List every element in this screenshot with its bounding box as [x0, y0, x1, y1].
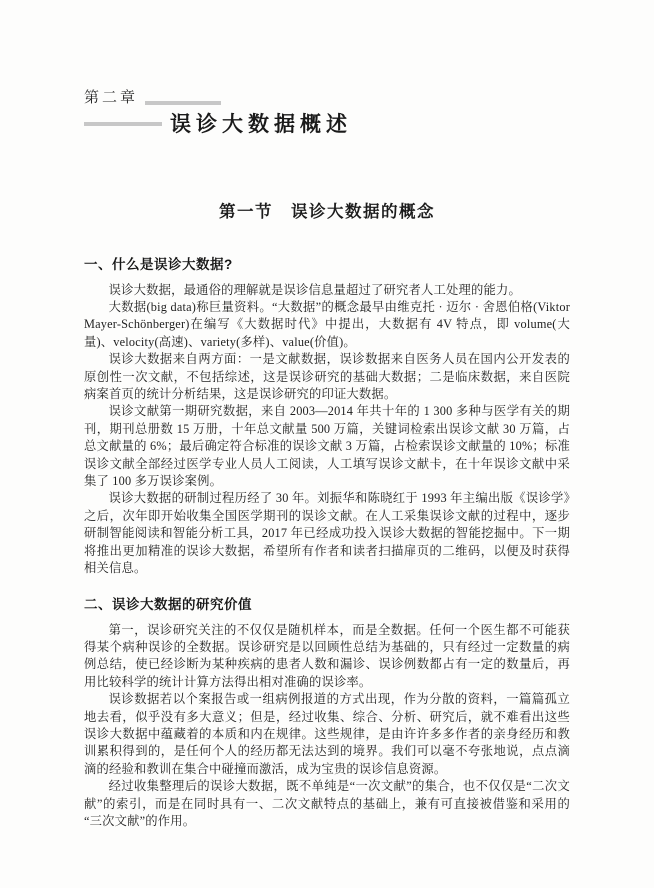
body-paragraph: 误诊文献第一期研究数据，来自 2003—2014 年共十年的 1 300 多种与医学有关的期刊，期刊总册数 15 万册，十年总文献量 500 万篇，关键词检索出误诊文献 30 万篇，占总文献量的 6%；最后确定符合标准的误诊文献 3 万篇，占检索误诊文献量的 10%；标准误诊文献全部经过医学专业人员人工阅读，人工填写误诊文献卡，在十年误诊文献中采集了 100 多万误诊案例。 — [84, 404, 570, 489]
decorative-bar — [84, 122, 162, 126]
body-paragraph: 误诊数据若以个案报告或一组病例报道的方式出现，作为分散的资料，一篇篇孤立地去看，似乎没有多大意义；但是，经过收集、综合、分析、研究后，就不难看出这些误诊大数据中蕴藏着的本质和内在规律。这些规律，是由许许多多作者的亲身经历和教训累积得到的，是任何个人的经历都无法达到的境界。我们可以毫不夸张地说，点点滴滴的经验和教训在集合中碰撞而激活，成为宝贵的误诊信息资源。 — [84, 692, 570, 776]
body-paragraph: 大数据(big data)称巨量资料。“大数据”的概念最早由维克托 · 迈尔 · 舍恩伯格(Viktor Mayer-Schönberger)在编写《大数据时代》中提出，大数据有 4V 特点，即 volume(大量)、velocity(高速)、variety(多样)、value(价值)。 — [84, 300, 570, 349]
chapter-title: 误诊大数据概述 — [170, 112, 352, 136]
chapter-title-row — [84, 113, 570, 136]
section-research-value — [84, 593, 570, 831]
chapter-header — [84, 90, 570, 136]
chapter-number: 第二章 — [84, 90, 139, 106]
body-paragraph: 经过收集整理后的误诊大数据，既不单纯是“一次文献”的集合，也不仅仅是“二次文献”的索引，而是在同时具有一、二次文献特点的基础上，兼有可直接被借鉴和采用的“三次文献”的作用。 — [84, 779, 570, 828]
chapter-number-row — [84, 90, 570, 107]
subsection-heading-2: 二、误诊大数据的研究价值 — [84, 596, 252, 612]
body-paragraph: 第一，误诊研究关注的不仅仅是随机样本，而是全数据。任何一个医生都不可能获得某个病种误诊的全数据。误诊研究是以回顾性总结为基础的，只有经过一定数量的病例总结，使已经诊断为某种疾病的患者人数和漏诊、误诊例数都占有一定的数量后，再用比较科学的统计计算方法得出相对准确的误诊率。 — [84, 622, 570, 689]
body-paragraph: 误诊大数据来自两方面：一是文献数据，误诊数据来自医务人员在国内公开发表的原创性一次文献，不包括综述，这是误诊研究的基础大数据；二是临床数据，来自医院病案首页的统计分析结果，这是误诊研究的印证大数据。 — [84, 352, 570, 402]
subsection-heading-1: 一、什么是误诊大数据? — [84, 256, 233, 272]
section-what-is — [84, 253, 570, 578]
section-title: 第一节 误诊大数据的概念 — [219, 201, 435, 221]
decorative-bar — [145, 101, 221, 105]
body-paragraph: 误诊大数据，最通俗的理解就是误诊信息量超过了研究者人工处理的能力。 — [108, 282, 521, 297]
body-paragraph: 误诊大数据的研制过程历经了 30 年。刘振华和陈晓红于 1993 年主编出版《误诊学》之后，次年即开始收集全国医学期刊的误诊文献。在人工采集误诊文献的过程中，逐步研制智能阅读和智能分析工具，2017 年已经成功投入误诊大数据的智能挖掘中。下一期将推出更加精准的误诊大数据，希望所有作者和读者扫描扉页的二维码，以便及时获得相关信息。 — [84, 491, 570, 576]
